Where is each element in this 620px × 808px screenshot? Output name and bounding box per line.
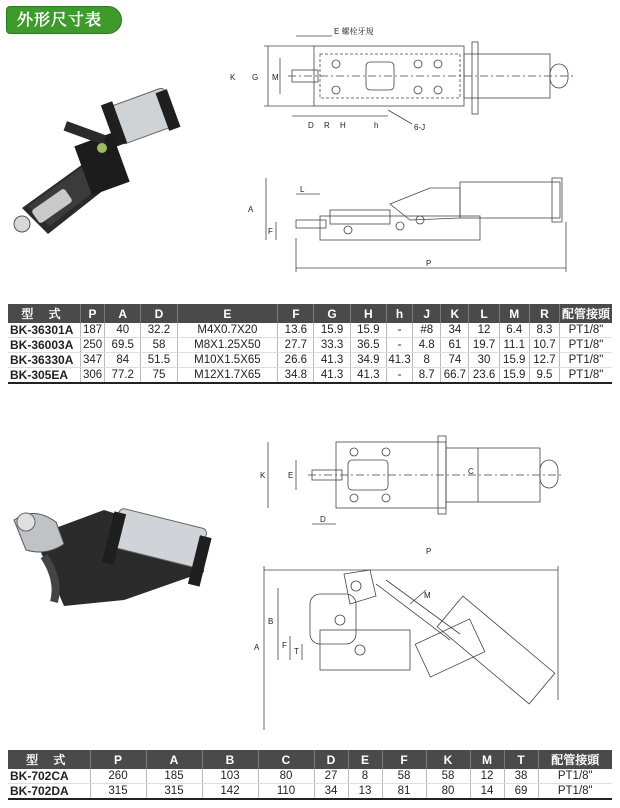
value-cell: 15.9 [499,353,529,368]
label-b: B [268,617,274,626]
column-header: T [504,750,538,769]
value-cell: - [386,338,412,353]
value-cell: 80 [426,784,470,800]
value-cell: 61 [441,338,469,353]
value-cell: 10.7 [529,338,559,353]
value-cell: 66.7 [441,368,469,384]
value-cell: 51.5 [141,353,177,368]
value-cell: - [386,323,412,338]
value-cell: M8X1.25X50 [177,338,278,353]
value-cell: 81 [382,784,426,800]
value-cell: 58 [426,769,470,784]
value-cell: 6.4 [499,323,529,338]
column-header: D [314,750,348,769]
value-cell: 32.2 [141,323,177,338]
value-cell: 8.3 [529,323,559,338]
column-header: D [141,304,177,323]
column-header: 配管接頭 [560,304,612,323]
column-header: H [350,304,386,323]
value-cell: 41.3 [350,368,386,384]
table-row [8,353,612,368]
value-cell: 69 [504,784,538,800]
column-header: 配管接頭 [538,750,612,769]
label-k: K [260,471,266,480]
value-cell: M4X0.7X20 [177,323,278,338]
value-cell: 13.6 [278,323,314,338]
value-cell: 34.9 [350,353,386,368]
value-cell: 19.7 [469,338,499,353]
value-cell: 103 [202,769,258,784]
model-cell: BK-702CA [8,769,90,784]
value-cell: 80 [258,769,314,784]
value-cell: 15.9 [314,323,350,338]
value-cell: PT1/8" [560,368,612,384]
value-cell: 15.9 [350,323,386,338]
dimension-drawing-side-view-1 [240,168,580,282]
value-cell: 12 [470,769,504,784]
table-row [8,769,612,784]
value-cell: 27 [314,769,348,784]
value-cell: 38 [504,769,538,784]
value-cell: 58 [382,769,426,784]
value-cell: PT1/8" [538,784,612,800]
label-l: L [300,185,305,194]
column-header: G [314,304,350,323]
value-cell: 69.5 [105,338,141,353]
table-row [8,784,612,800]
column-header: M [470,750,504,769]
value-cell: 75 [141,368,177,384]
label-r: R [324,121,330,130]
dimension-drawing-top-view-2 [252,432,580,528]
label-d: D [308,121,314,130]
label-p: P [426,547,432,556]
column-header: K [441,304,469,323]
model-cell: BK-702DA [8,784,90,800]
label-e: E [288,471,294,480]
label-c: C [468,467,474,476]
column-header: L [469,304,499,323]
label-m: M [424,591,431,600]
spec-table-2 [8,750,612,800]
dimension-drawing-top-view-1 [228,24,578,140]
value-cell: 12.7 [529,353,559,368]
spec-table-1 [8,304,612,384]
value-cell: 142 [202,784,258,800]
column-header: F [382,750,426,769]
column-header: M [499,304,529,323]
table-row [8,338,612,353]
label-f: F [282,641,287,650]
label-e-note: E 螺栓牙規 [334,27,374,36]
value-cell: 40 [105,323,141,338]
value-cell: 315 [146,784,202,800]
column-header: E [348,750,382,769]
column-header: 型 式 [8,304,80,323]
column-header: A [105,304,141,323]
value-cell: 15.9 [499,368,529,384]
label-d: D [320,515,326,524]
value-cell: 14 [470,784,504,800]
value-cell: 347 [80,353,104,368]
value-cell: M10X1.5X65 [177,353,278,368]
value-cell: 306 [80,368,104,384]
value-cell: 41.3 [388,354,411,366]
column-header: C [258,750,314,769]
value-cell: 23.6 [469,368,499,384]
label-a: A [254,643,260,652]
label-six-j: 6-J [414,123,426,132]
label-h-small: h [374,121,379,130]
column-header: F [278,304,314,323]
value-cell: 34 [441,323,469,338]
column-header: h [386,304,412,323]
value-cell: 110 [258,784,314,800]
value-cell: - [386,368,412,384]
product-photo-push-clamp [4,496,218,616]
value-cell: 27.7 [278,338,314,353]
value-cell: 8 [348,769,382,784]
table-header-row [8,750,612,769]
value-cell: 58 [141,338,177,353]
value-cell: 84 [105,353,141,368]
value-cell: PT1/8" [560,353,612,368]
value-cell: 26.6 [278,353,314,368]
column-header: A [146,750,202,769]
model-cell: BK-36003A [8,338,80,353]
value-cell: PT1/8" [538,769,612,784]
value-cell: 4.8 [413,338,441,353]
value-cell: PT1/8" [560,323,612,338]
column-header: K [426,750,470,769]
value-cell: 34.8 [278,368,314,384]
dimension-drawing-side-view-2 [240,540,580,740]
value-cell: 74 [441,353,469,368]
value-cell: 41.3 [314,368,350,384]
table-header-row [8,304,612,323]
value-cell: 41.3 [314,353,350,368]
label-m: M [272,73,279,82]
label-f: F [268,227,273,236]
table-row [8,368,612,384]
value-cell: 315 [90,784,146,800]
label-a: A [248,205,254,214]
value-cell: 260 [90,769,146,784]
label-p: P [426,259,432,268]
label-g: G [252,73,259,82]
value-cell: 34 [314,784,348,800]
column-header: E [177,304,278,323]
value-cell: 250 [80,338,104,353]
value-cell: 13 [348,784,382,800]
table-row [8,323,612,338]
value-cell: 8.7 [413,368,441,384]
label-t: T [294,647,299,656]
value-cell: 9.5 [529,368,559,384]
value-cell: 33.3 [314,338,350,353]
value-cell: 187 [80,323,104,338]
value-cell: 12 [469,323,499,338]
value-cell: 8 [413,353,441,368]
value-cell: 30 [469,353,499,368]
model-cell: BK-36301A [8,323,80,338]
column-header: 型 式 [8,750,90,769]
model-cell: BK-305EA [8,368,80,384]
value-cell: 185 [146,769,202,784]
value-cell: #8 [413,323,441,338]
value-cell: 77.2 [105,368,141,384]
label-k: K [230,73,236,82]
value-cell: M12X1.7X65 [177,368,278,384]
column-header: P [80,304,104,323]
product-photo-horizontal-clamp [4,88,182,248]
column-header: J [413,304,441,323]
column-header: R [529,304,559,323]
model-cell: BK-36330A [8,353,80,368]
section-title: 外形尺寸表 [6,6,122,34]
column-header: B [202,750,258,769]
value-cell: 36.5 [350,338,386,353]
value-cell: PT1/8" [560,338,612,353]
value-cell: 11.1 [499,338,529,353]
label-h: H [340,121,346,130]
column-header: P [90,750,146,769]
